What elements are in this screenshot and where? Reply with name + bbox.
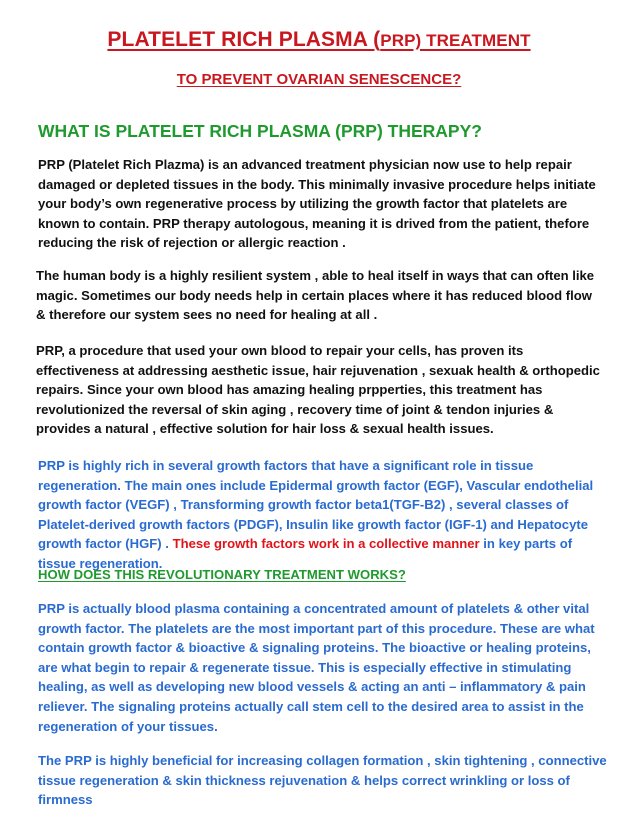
section-heading-how-it-works: HOW DOES THIS REVOLUTIONARY TREATMENT WORKS? xyxy=(38,567,406,582)
page-subtitle: TO PREVENT OVARIAN SENESCENCE? xyxy=(176,71,462,88)
paragraph-definition: PRP (Platelet Rich Plazma) is an advanced treatment physician now use to help repair damaged or depleted tissues in the body. This minimally invasive procedure helps initiate your body’s own regenerative process by utilizing the growth factor that platelets are known to contain. PRP therapy autologous, meaning it is drived from the patient, thefore reducing the risk of rejection or allergic reaction . xyxy=(38,157,596,251)
paragraph-resilient-body: The human body is a highly resilient system , able to heal itself in ways that can often like magic. Sometimes our body needs help in certain places where it has reduced blood flow & therefore our system sees no need for healing at all . xyxy=(36,268,595,323)
title-prp: PRP) TREATMENT xyxy=(380,31,531,50)
paragraph-how-it-works: PRP is actually blood plasma containing a concentrated amount of platelets & other vital growth factor. The platelets are the most important part of this procedure. These are what contain growth factor & bioactive & signaling proteins. The bioactive or healing proteins, are what begin to repair & regenerate tissue. This is especially effective in stimulating healing, as well as developing new blood vessels & acting an anti – inflammatory & pain reliever. The signaling proteins actually call stem cell to the desired area to assist in the regeneration of your tissues. xyxy=(38,601,595,734)
title-main: PLATELET RICH PLASMA ( xyxy=(107,28,381,51)
growth-factors-highlight: These growth factors work in a collective manner xyxy=(172,536,480,552)
growth-factors-text: PRP is highly rich in several growth factors that have a significant role in tissue regeneration. The main ones include Epidermal growth factor (EGF), Vascular endothelial growth factor (VEGF) , Transforming growth factor beta1(TGF-B2) , several classes of Platelet-derived growth factors (PDGF), Insulin like growth factor (IGF-1) and Hepatocyte growth factor (HGF) . xyxy=(38,458,594,552)
page-title xyxy=(0,28,638,52)
growth-factors-tail: in key parts of tissue regeneration. xyxy=(38,536,573,571)
paragraph-growth-factors xyxy=(38,456,606,574)
paragraph-benefits: The PRP is highly beneficial for increasing collagen formation , skin tightening , connective tissue regeneration & skin thickness rejuvenation & helps correct wrinkling or loss of firmness xyxy=(38,753,607,808)
section-heading-what-is-prp: WHAT IS PLATELET RICH PLASMA (PRP) THERAPY? xyxy=(38,121,482,141)
paragraph-prp-procedure: PRP, a procedure that used your own blood to repair your cells, has proven its effectiveness at addressing aesthetic issue, hair rejuvenation , sexuak health & orthopedic repairs. Since your own blood has amazing healing prpperties, this treatment has revolutionized the reversal of skin aging , recovery time of joint & tendon injuries & provides a natural , effective solution for hair loss & sexual health issues. xyxy=(36,343,600,437)
